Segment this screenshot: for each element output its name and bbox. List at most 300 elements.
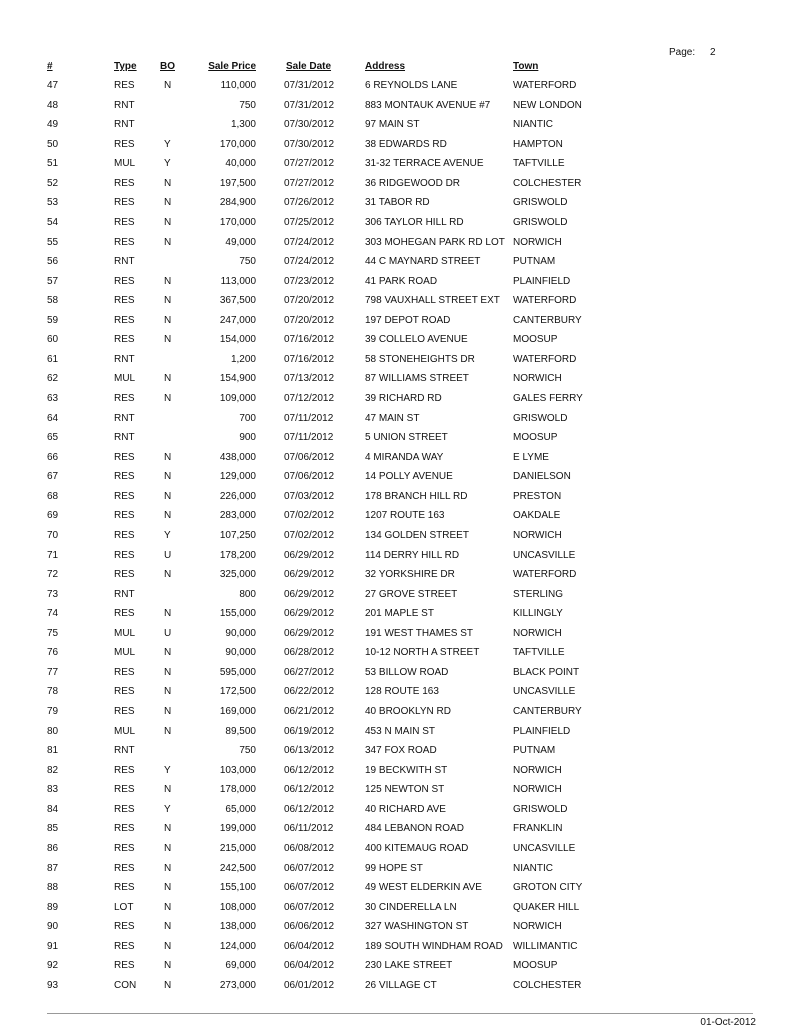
row-town: PLAINFIELD <box>513 725 571 737</box>
table-row <box>0 233 800 253</box>
row-address: 189 SOUTH WINDHAM ROAD <box>365 940 503 952</box>
row-sale-date: 06/29/2012 <box>284 549 335 561</box>
table-row <box>0 956 800 976</box>
table-row <box>0 702 800 722</box>
row-sale-price: 178,000 <box>219 784 256 796</box>
row-number: 56 <box>47 256 59 268</box>
row-type: LOT <box>114 901 134 913</box>
row-address: 10-12 NORTH A STREET <box>365 647 480 659</box>
row-type: RES <box>114 842 135 854</box>
row-number: 62 <box>47 373 59 385</box>
row-number: 53 <box>47 197 59 209</box>
row-type: RES <box>114 275 135 287</box>
row-type: RES <box>114 706 135 717</box>
row-address: 99 HOPE ST <box>365 862 423 874</box>
row-sale-price: 155,000 <box>219 608 256 620</box>
row-bo: N <box>164 842 172 854</box>
row-type: RES <box>114 197 135 209</box>
row-type: RES <box>114 784 135 796</box>
row-sale-price: 107,250 <box>219 529 256 541</box>
row-type: RNT <box>114 256 135 268</box>
row-town: WATERFORD <box>513 295 577 307</box>
table-row <box>0 898 800 918</box>
row-address: 32 YORKSHIRE DR <box>365 569 455 581</box>
row-bo: N <box>164 882 172 894</box>
row-address: 197 DEPOT ROAD <box>365 314 451 326</box>
row-bo: N <box>164 216 172 228</box>
row-address: 347 FOX ROAD <box>365 745 437 757</box>
row-number: 66 <box>47 451 59 463</box>
column-header-bo: BO <box>160 61 175 72</box>
row-sale-price: 750 <box>239 99 256 111</box>
row-address: 230 LAKE STREET <box>365 960 453 972</box>
row-number: 79 <box>47 706 59 717</box>
row-town: COLCHESTER <box>513 177 582 189</box>
row-sale-price: 154,000 <box>219 334 256 346</box>
row-number: 72 <box>47 569 59 581</box>
row-number: 55 <box>47 236 59 248</box>
row-type: RES <box>114 314 135 326</box>
row-sale-date: 06/06/2012 <box>284 921 335 933</box>
row-address: 5 UNION STREET <box>365 432 448 444</box>
row-type: RES <box>114 177 135 189</box>
row-bo: N <box>164 334 172 346</box>
column-header-type: Type <box>114 61 137 72</box>
row-town: NORWICH <box>513 373 562 385</box>
row-town: NORWICH <box>513 764 562 776</box>
row-sale-date: 06/07/2012 <box>284 862 335 874</box>
row-town: UNCASVILLE <box>513 686 576 698</box>
row-town: MOOSUP <box>513 432 558 444</box>
row-number: 78 <box>47 686 59 698</box>
row-sale-price: 900 <box>239 432 256 444</box>
row-sale-date: 07/02/2012 <box>284 510 335 522</box>
row-sale-date: 06/29/2012 <box>284 588 335 600</box>
row-bo: N <box>164 393 172 404</box>
row-town: OAKDALE <box>513 510 561 522</box>
row-address: 883 MONTAUK AVENUE #7 <box>365 99 491 111</box>
row-number: 75 <box>47 627 59 639</box>
row-sale-price: 178,200 <box>219 549 256 561</box>
row-town: MOOSUP <box>513 334 558 346</box>
row-type: RES <box>114 764 135 776</box>
row-type: MUL <box>114 373 136 385</box>
row-sale-date: 07/27/2012 <box>284 158 335 170</box>
table-row <box>0 585 800 605</box>
row-type: RES <box>114 960 135 972</box>
row-bo: N <box>164 80 172 91</box>
row-number: 54 <box>47 216 59 228</box>
table-row <box>0 682 800 702</box>
row-address: 36 RIDGEWOOD DR <box>365 177 461 189</box>
row-sale-price: 90,000 <box>225 627 256 639</box>
row-address: 327 WASHINGTON ST <box>365 921 469 933</box>
row-bo: N <box>164 901 172 913</box>
row-sale-date: 07/13/2012 <box>284 373 335 385</box>
row-town: PLAINFIELD <box>513 275 571 287</box>
row-bo: N <box>164 666 172 678</box>
row-address: 40 RICHARD AVE <box>365 803 446 815</box>
row-town: NORWICH <box>513 236 562 248</box>
row-type: RES <box>114 921 135 933</box>
row-sale-date: 06/29/2012 <box>284 627 335 639</box>
row-type: MUL <box>114 627 136 639</box>
row-address: 27 GROVE STREET <box>365 588 458 600</box>
row-address: 303 MOHEGAN PARK RD LOT <box>365 236 505 248</box>
table-row <box>0 487 800 507</box>
row-sale-date: 07/11/2012 <box>284 412 334 424</box>
row-sale-date: 07/03/2012 <box>284 490 335 502</box>
row-bo: Y <box>164 138 171 150</box>
row-sale-date: 07/24/2012 <box>284 256 335 268</box>
table-row <box>0 193 800 213</box>
row-sale-date: 06/04/2012 <box>284 940 335 952</box>
row-town: TAFTVILLE <box>513 158 565 170</box>
row-sale-price: 242,500 <box>219 862 256 874</box>
row-number: 61 <box>47 353 59 365</box>
row-town: UNCASVILLE <box>513 842 576 854</box>
row-town: QUAKER HILL <box>513 901 580 913</box>
row-address: 97 MAIN ST <box>365 119 420 131</box>
footer-divider <box>47 1013 753 1014</box>
row-address: 41 PARK ROAD <box>365 275 438 287</box>
row-address: 53 BILLOW ROAD <box>365 666 449 678</box>
row-number: 63 <box>47 393 59 404</box>
row-town: CANTERBURY <box>513 314 582 326</box>
table-row <box>0 917 800 937</box>
row-bo: N <box>164 979 172 991</box>
row-sale-date: 06/12/2012 <box>284 764 335 776</box>
row-sale-date: 06/01/2012 <box>284 979 335 991</box>
row-number: 93 <box>47 979 59 991</box>
row-sale-date: 06/27/2012 <box>284 666 335 678</box>
table-row <box>0 878 800 898</box>
row-sale-price: 226,000 <box>219 490 256 502</box>
row-bo: Y <box>164 158 171 170</box>
row-sale-price: 170,000 <box>219 138 256 150</box>
row-sale-date: 06/29/2012 <box>284 608 335 620</box>
row-town: GROTON CITY <box>513 882 583 894</box>
row-sale-price: 129,000 <box>219 471 256 483</box>
table-row <box>0 96 800 116</box>
row-bo: N <box>164 862 172 874</box>
row-sale-price: 155,100 <box>219 882 256 894</box>
row-number: 58 <box>47 295 59 307</box>
table-row <box>0 506 800 526</box>
row-bo: N <box>164 686 172 698</box>
row-sale-price: 124,000 <box>219 940 256 952</box>
row-sale-price: 700 <box>239 412 256 424</box>
row-town: NORWICH <box>513 627 562 639</box>
row-type: RES <box>114 862 135 874</box>
table-row <box>0 76 800 96</box>
row-type: RES <box>114 823 135 835</box>
row-sale-date: 07/26/2012 <box>284 197 335 209</box>
table-row <box>0 174 800 194</box>
row-sale-price: 69,000 <box>225 960 256 972</box>
row-address: 4 MIRANDA WAY <box>365 451 444 463</box>
sales-table-body <box>0 76 800 995</box>
row-number: 81 <box>47 745 59 757</box>
row-sale-date: 07/23/2012 <box>284 275 335 287</box>
row-address: 19 BECKWITH ST <box>365 764 448 776</box>
row-sale-price: 595,000 <box>219 666 256 678</box>
column-header-sale-price: Sale Price <box>208 61 256 72</box>
row-town: MOOSUP <box>513 960 558 972</box>
row-address: 128 ROUTE 163 <box>365 686 439 698</box>
row-sale-date: 07/25/2012 <box>284 216 335 228</box>
row-sale-price: 108,000 <box>219 901 256 913</box>
row-sale-date: 07/20/2012 <box>284 295 335 307</box>
row-number: 83 <box>47 784 59 796</box>
row-sale-price: 170,000 <box>219 216 256 228</box>
row-town: COLCHESTER <box>513 979 582 991</box>
row-sale-price: 438,000 <box>219 451 256 463</box>
row-bo: N <box>164 725 172 737</box>
row-number: 48 <box>47 99 59 111</box>
row-town: CANTERBURY <box>513 706 582 717</box>
row-sale-date: 06/22/2012 <box>284 686 335 698</box>
row-number: 68 <box>47 490 59 502</box>
table-row <box>0 369 800 389</box>
row-number: 84 <box>47 803 59 815</box>
row-sale-date: 06/29/2012 <box>284 569 335 581</box>
row-town: GRISWOLD <box>513 412 568 424</box>
row-sale-date: 06/12/2012 <box>284 803 335 815</box>
row-sale-date: 07/12/2012 <box>284 393 335 404</box>
row-sale-price: 169,000 <box>219 706 256 717</box>
row-town: STERLING <box>513 588 564 600</box>
row-type: RNT <box>114 99 135 111</box>
row-town: WILLIMANTIC <box>513 940 578 952</box>
table-row <box>0 604 800 624</box>
row-bo: N <box>164 510 172 522</box>
row-town: TAFTVILLE <box>513 647 565 659</box>
row-town: PUTNAM <box>513 256 556 268</box>
row-address: 484 LEBANON ROAD <box>365 823 464 835</box>
row-address: 40 BROOKLYN RD <box>365 706 451 717</box>
row-type: RES <box>114 803 135 815</box>
row-town: FRANKLIN <box>513 823 563 835</box>
row-town: NORWICH <box>513 921 562 933</box>
table-row <box>0 526 800 546</box>
row-town: NORWICH <box>513 529 562 541</box>
row-address: 26 VILLAGE CT <box>365 979 437 991</box>
row-type: RNT <box>114 353 135 365</box>
row-bo: N <box>164 706 172 717</box>
row-address: 49 WEST ELDERKIN AVE <box>365 882 482 894</box>
row-bo: N <box>164 177 172 189</box>
row-bo: N <box>164 471 172 483</box>
row-bo: N <box>164 960 172 972</box>
row-address: 47 MAIN ST <box>365 412 420 424</box>
row-sale-date: 06/12/2012 <box>284 784 335 796</box>
row-sale-price: 283,000 <box>219 510 256 522</box>
row-sale-date: 06/08/2012 <box>284 842 335 854</box>
row-sale-price: 138,000 <box>219 921 256 933</box>
row-type: RNT <box>114 745 135 757</box>
table-row <box>0 467 800 487</box>
table-row <box>0 643 800 663</box>
row-address: 58 STONEHEIGHTS DR <box>365 353 475 365</box>
row-number: 60 <box>47 334 59 346</box>
row-number: 86 <box>47 842 59 854</box>
row-type: RES <box>114 295 135 307</box>
row-type: RES <box>114 608 135 620</box>
row-type: RNT <box>114 119 135 131</box>
column-header-town: Town <box>513 61 539 72</box>
row-number: 82 <box>47 764 59 776</box>
row-address: 201 MAPLE ST <box>365 608 434 620</box>
table-row <box>0 213 800 233</box>
row-town: UNCASVILLE <box>513 549 576 561</box>
row-type: RES <box>114 940 135 952</box>
row-address: 453 N MAIN ST <box>365 725 436 737</box>
row-bo: Y <box>164 529 171 541</box>
row-sale-price: 367,500 <box>219 295 256 307</box>
row-number: 57 <box>47 275 59 287</box>
row-address: 44 C MAYNARD STREET <box>365 256 481 268</box>
row-number: 73 <box>47 588 59 600</box>
table-row <box>0 722 800 742</box>
row-sale-price: 247,000 <box>219 314 256 326</box>
row-bo: N <box>164 236 172 248</box>
row-bo: N <box>164 569 172 581</box>
row-address: 31-32 TERRACE AVENUE <box>365 158 484 170</box>
row-sale-date: 06/07/2012 <box>284 901 335 913</box>
table-row <box>0 624 800 644</box>
row-bo: N <box>164 784 172 796</box>
row-type: RES <box>114 334 135 346</box>
row-town: NORWICH <box>513 784 562 796</box>
row-town: GRISWOLD <box>513 197 568 209</box>
row-sale-date: 06/21/2012 <box>284 706 335 717</box>
table-row <box>0 761 800 781</box>
column-header-address: Address <box>365 61 406 72</box>
row-sale-price: 172,500 <box>219 686 256 698</box>
row-town: DANIELSON <box>513 471 571 483</box>
row-number: 70 <box>47 529 59 541</box>
row-town: GRISWOLD <box>513 803 568 815</box>
row-sale-price: 197,500 <box>219 177 256 189</box>
row-number: 59 <box>47 314 59 326</box>
row-address: 6 REYNOLDS LANE <box>365 80 458 91</box>
row-address: 178 BRANCH HILL RD <box>365 490 468 502</box>
table-row <box>0 154 800 174</box>
row-address: 191 WEST THAMES ST <box>365 627 473 639</box>
row-sale-price: 1,300 <box>230 119 256 131</box>
row-number: 85 <box>47 823 59 835</box>
row-town: GRISWOLD <box>513 216 568 228</box>
column-header-sale-date: Sale Date <box>286 61 332 72</box>
row-bo: N <box>164 647 172 659</box>
row-type: RES <box>114 510 135 522</box>
row-bo: N <box>164 490 172 502</box>
table-row <box>0 428 800 448</box>
row-number: 91 <box>47 940 59 952</box>
row-address: 39 RICHARD RD <box>365 393 442 404</box>
row-sale-price: 154,900 <box>219 373 256 385</box>
row-sale-date: 07/24/2012 <box>284 236 335 248</box>
row-sale-price: 215,000 <box>219 842 256 854</box>
row-type: RES <box>114 236 135 248</box>
row-number: 47 <box>47 80 59 91</box>
row-number: 64 <box>47 412 59 424</box>
row-sale-price: 110,000 <box>220 80 256 91</box>
row-sale-price: 1,200 <box>230 353 256 365</box>
table-row <box>0 800 800 820</box>
row-sale-date: 07/31/2012 <box>284 99 335 111</box>
row-sale-price: 273,000 <box>219 979 256 991</box>
row-address: 306 TAYLOR HILL RD <box>365 216 464 228</box>
table-row <box>0 565 800 585</box>
row-address: 1207 ROUTE 163 <box>365 510 445 522</box>
row-type: RES <box>114 451 135 463</box>
row-type: RES <box>114 686 135 698</box>
row-sale-date: 06/07/2012 <box>284 882 335 894</box>
row-number: 49 <box>47 119 59 131</box>
row-sale-date: 07/02/2012 <box>284 529 335 541</box>
row-type: RES <box>114 490 135 502</box>
row-bo: N <box>164 373 172 385</box>
page-label: Page: <box>669 47 696 58</box>
row-sale-price: 89,500 <box>225 725 256 737</box>
row-sale-price: 750 <box>239 256 256 268</box>
row-town: WATERFORD <box>513 569 577 581</box>
row-bo: N <box>164 197 172 209</box>
row-sale-price: 103,000 <box>219 764 256 776</box>
row-sale-date: 06/19/2012 <box>284 725 335 737</box>
row-sale-price: 65,000 <box>225 803 256 815</box>
row-bo: N <box>164 275 172 287</box>
row-town: NIANTIC <box>513 862 553 874</box>
row-address: 14 POLLY AVENUE <box>365 471 453 483</box>
row-address: 134 GOLDEN STREET <box>365 529 469 541</box>
row-address: 39 COLLELO AVENUE <box>365 334 468 346</box>
row-sale-date: 07/11/2012 <box>284 432 334 444</box>
column-header-number: # <box>47 61 53 72</box>
row-type: RES <box>114 529 135 541</box>
row-town: PUTNAM <box>513 745 556 757</box>
row-sale-date: 07/16/2012 <box>284 353 335 365</box>
row-type: RES <box>114 882 135 894</box>
row-bo: N <box>164 940 172 952</box>
row-number: 67 <box>47 471 59 483</box>
row-town: HAMPTON <box>513 138 563 150</box>
table-row <box>0 859 800 879</box>
row-sale-date: 07/20/2012 <box>284 314 335 326</box>
row-bo: N <box>164 295 172 307</box>
row-number: 92 <box>47 960 59 972</box>
row-type: RNT <box>114 432 135 444</box>
table-row <box>0 839 800 859</box>
table-row <box>0 976 800 996</box>
row-number: 80 <box>47 725 59 737</box>
row-type: RES <box>114 393 135 404</box>
row-town: NEW LONDON <box>513 99 582 111</box>
table-row <box>0 448 800 468</box>
table-row <box>0 291 800 311</box>
row-number: 76 <box>47 647 59 659</box>
row-sale-price: 90,000 <box>225 647 256 659</box>
row-bo: U <box>164 627 172 639</box>
row-sale-date: 07/30/2012 <box>284 138 335 150</box>
row-address: 87 WILLIAMS STREET <box>365 373 469 385</box>
row-town: KILLINGLY <box>513 608 563 620</box>
row-sale-date: 06/04/2012 <box>284 960 335 972</box>
table-row <box>0 272 800 292</box>
row-address: 30 CINDERELLA LN <box>365 901 457 913</box>
